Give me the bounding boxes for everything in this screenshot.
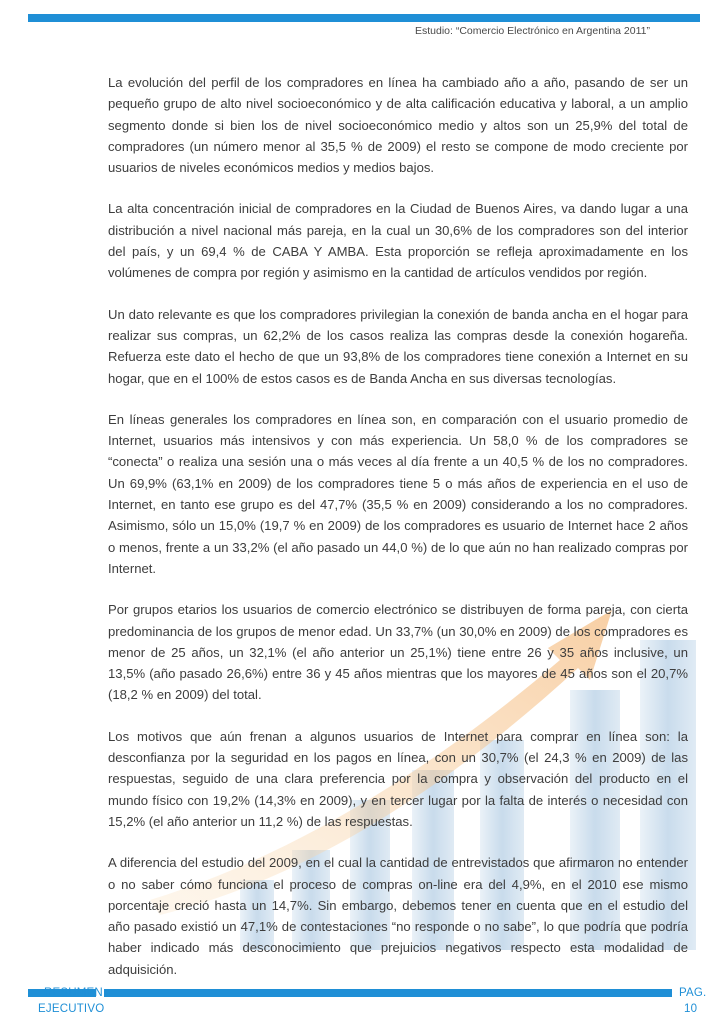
header-title: Estudio: “Comercio Electrónico en Argentina 2011”	[414, 25, 650, 37]
page-label: PAG.	[679, 987, 707, 999]
body-text	[108, 72, 688, 1000]
paragraph: La alta concentración inicial de compradores en la Ciudad de Buenos Aires, va dando lugar a una distribución a nivel nacional más pareja, en la cual un 30,6% de los compradores son del interior del país, y un 69,4 % de CABA Y AMBA. Esta proporción se refleja aproximadamente en los volúmenes de compra por región y asimismo en la cantidad de artículos vendidos por región.	[108, 201, 688, 281]
paragraph: En líneas generales los compradores en línea son, en comparación con el usuario promedio de Internet, usuarios más intensivos y con más experiencia. Un 58,0 % de los compradores se “conecta” o realiza una sesión una o más veces al día frente a un 40,5 % de los no compradores. Un 69,9% (63,1% en 2009) de los compradores tiene 5 o más años de experiencia en el uso de Internet, en tanto ese grupo es del 47,7% (35,5 % en 2009) considerando a los no compradores. Asimismo, sólo un 15,0% (19,7 % en 2009) de los compradores es usuario de Internet hace 2 años o menos, frente a un 33,2% (el año pasado un 44,0 %) de lo que aún no han realizado compras por Internet.	[108, 411, 688, 576]
page-number: 10	[684, 1003, 698, 1015]
paragraph: Por grupos etarios los usuarios de comercio electrónico se distribuyen de forma pareja, con cierta predominancia de los grupos de menor edad. Un 33,7% (un 30,0% en 2009) de los compradores es menor de 25 años, un 32,1% (el año anterior un 25,1%) tiene entre 26 y 35 años inclusive, un 13,5% (año pasado 26,6%) entre 36 y 45 años mientras que los mayores de 45 años son el 20,7% (18,2 % en 2009) del total.	[108, 602, 688, 703]
paragraph: La evolución del perfil de los compradores en línea ha cambiado año a año, pasando de ser un pequeño grupo de alto nivel socioeconómico y de alta calificación educativa y laboral, a un amplio segmento donde si bien los de nivel socioeconómico medio y altos son un 25,9% del total de compradores (un número menor al 35,5 % de 2009) el resto se compone de modo creciente por usuarios de niveles económicos medios y medios bajos.	[108, 75, 688, 176]
footer-section-label: RESUMEN	[44, 987, 103, 999]
footer-bar-main	[104, 989, 672, 997]
paragraph: Los motivos que aún frenan a algunos usuarios de Internet para comprar en línea son: la desconfianza por la seguridad en los pagos en línea, con un 30,7% (el 24,3 % en 2009) de las respuestas, seguido de una clara preferencia por la compra y observación del producto en el mundo físico con 19,2% (14,3% en 2009), y en tercer lugar por la falta de interés o necesidad con 15,2% (el año anterior un 11,2 %) de las respuestas.	[108, 728, 688, 829]
footer-section-label: EJECUTIVO	[38, 1003, 105, 1015]
paragraph: A diferencia del estudio del 2009, en el cual la cantidad de entrevistados que afirmaron no entender o no saber cómo funciona el proceso de compras on-line era del 4,9%, en el 2010 ese mismo porcentaje creció hasta un 14,7%. Sin embargo, debemos tener en cuenta que en el estudio del año pasado existió un 47,1% de contestaciones “no responde o no sabe”, lo que podría que podría haber indicado más desconocimiento que prejuicios negativos respecto esta modalidad de adquisición.	[108, 855, 688, 977]
paragraph: Un dato relevante es que los compradores privilegian la conexión de banda ancha en el hogar para realizar sus compras, un 62,2% de los casos realiza las compras desde la conexión hogareña. Refuerza este dato el hecho de que un 93,8% de los compradores tiene conexión a Internet en su hogar, que en el 100% de estos casos es de Banda Ancha en sus diversas tecnologías.	[108, 306, 688, 386]
